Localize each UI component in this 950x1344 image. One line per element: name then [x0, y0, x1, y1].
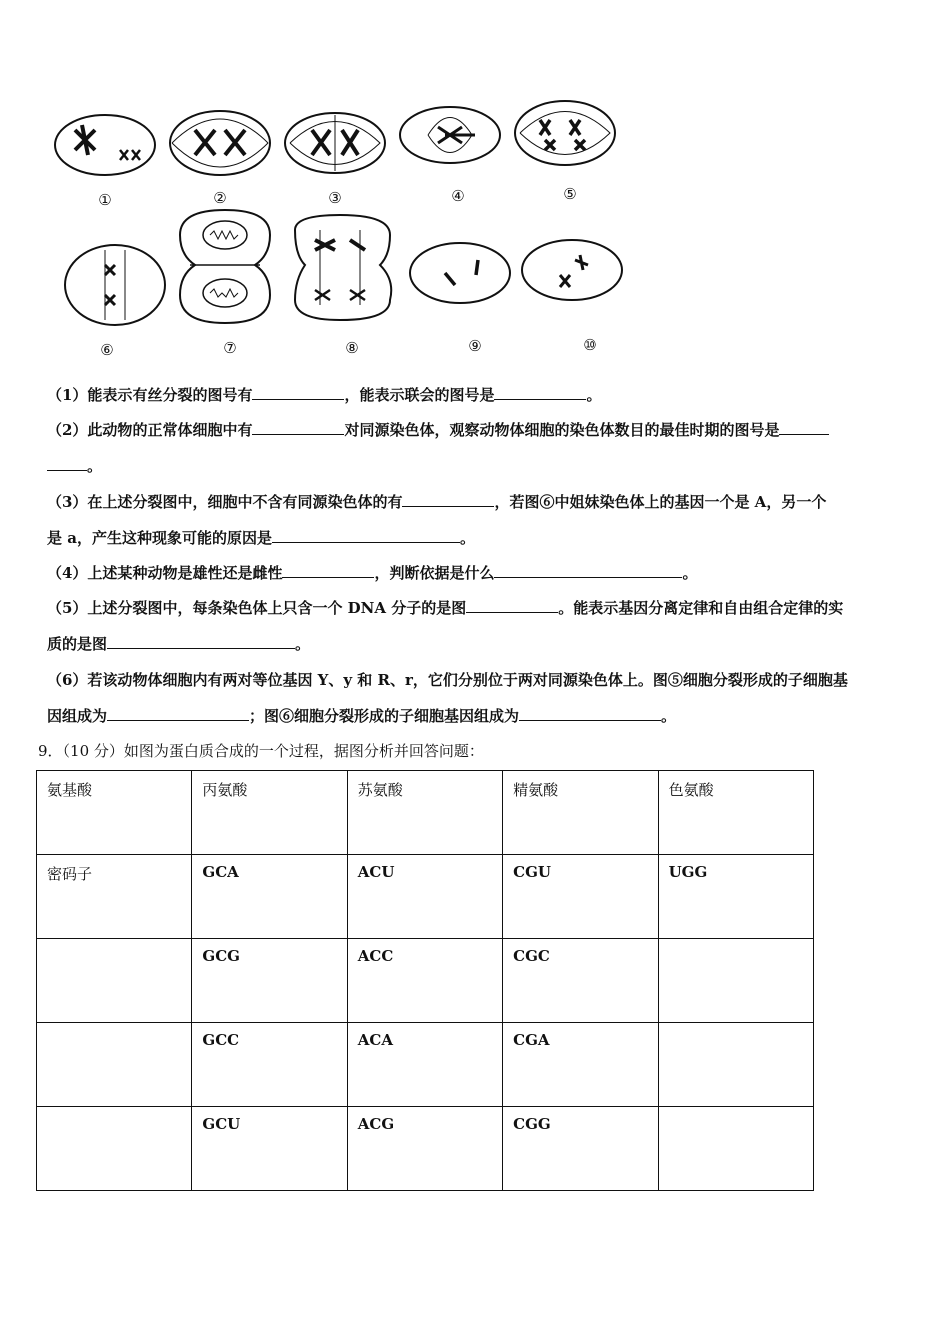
question-2-cont: 。: [47, 456, 102, 476]
figure-label-3: ③: [328, 189, 342, 207]
question-9-heading: 9．（10 分）如图为蛋白质合成的一个过程，据图分析并回答问题：: [38, 742, 484, 760]
question-2: （2）此动物的正常体细胞中有 对同源染色体，观察动物体细胞的染色体数目的最佳时期的图号是: [47, 420, 829, 440]
table-cell: 苏氨酸: [347, 771, 502, 855]
figure-label-1: ①: [98, 191, 112, 209]
table-cell: 丙氨酸: [192, 771, 347, 855]
answer-blank[interactable]: [47, 456, 87, 471]
table-cell: GCC: [192, 1023, 347, 1107]
answer-blank[interactable]: [519, 706, 661, 721]
answer-blank[interactable]: [282, 563, 374, 578]
cell-division-figure: [50, 95, 630, 365]
cell-5: [515, 101, 615, 165]
question-3: （3）在上述分裂图中，细胞中不含有同源染色体的有 ，若图⑥中姐妹染色体上的基因一个是 A，另一个: [47, 493, 827, 511]
cell-7: [180, 210, 270, 323]
figure-label-5: ⑤: [563, 185, 577, 203]
answer-blank[interactable]: [402, 492, 494, 507]
question-3-cont: 是 a，产生这种现象可能的原因是 。: [47, 529, 475, 547]
table-cell: [37, 1023, 192, 1107]
figure-label-6: ⑥: [100, 341, 114, 359]
question-6-cont: 因组成为 ；图⑥细胞分裂形成的子细胞基因组成为 。: [47, 707, 677, 725]
cell-division-drawings: [50, 95, 630, 365]
table-cell: CGG: [503, 1107, 658, 1191]
table-cell: CGC: [503, 939, 658, 1023]
table-cell: UGG: [658, 855, 813, 939]
answer-blank[interactable]: [494, 385, 586, 400]
table-cell: ACU: [347, 855, 502, 939]
table-cell: CGA: [503, 1023, 658, 1107]
question-5-cont: 质的是图 。: [47, 635, 311, 653]
answer-blank[interactable]: [779, 420, 829, 435]
table-cell: GCA: [192, 855, 347, 939]
table-cell: 氨基酸: [37, 771, 192, 855]
table-cell: [658, 939, 813, 1023]
answer-blank[interactable]: [466, 598, 558, 613]
table-cell: 密码子: [37, 855, 192, 939]
answer-blank[interactable]: [107, 634, 295, 649]
table-cell: [658, 1023, 813, 1107]
question-6: （6）若该动物体细胞内有两对等位基因 Y、y 和 R、r，它们分别位于两对同源染色体上。图⑤细胞分裂形成的子细胞基: [47, 671, 848, 689]
cell-9: [410, 243, 510, 303]
figure-label-4: ④: [451, 187, 465, 205]
cell-3: [285, 113, 385, 173]
answer-blank[interactable]: [252, 385, 344, 400]
table-cell: ACA: [347, 1023, 502, 1107]
table-row: [37, 1023, 814, 1107]
table-row: [37, 1107, 814, 1191]
table-cell: GCG: [192, 939, 347, 1023]
answer-blank[interactable]: [252, 420, 344, 435]
table-cell: [37, 939, 192, 1023]
table-row: [37, 855, 814, 939]
table-cell: ACG: [347, 1107, 502, 1191]
answer-blank[interactable]: [272, 528, 460, 543]
cell-8: [295, 215, 391, 320]
question-4: （4）上述某种动物是雄性还是雌性 ，判断依据是什么 。: [47, 564, 698, 582]
table-row: [37, 771, 814, 855]
table-cell: [37, 1107, 192, 1191]
figure-label-10: ⑩: [583, 336, 597, 354]
codon-table: [36, 770, 814, 1191]
figure-label-9: ⑨: [468, 337, 482, 355]
answer-blank[interactable]: [107, 706, 249, 721]
table-cell: CGU: [503, 855, 658, 939]
cell-6: [65, 245, 165, 325]
cell-4: [400, 107, 500, 163]
table-cell: ACC: [347, 939, 502, 1023]
cell-10: [522, 240, 622, 300]
answer-blank[interactable]: [494, 563, 682, 578]
figure-label-8: ⑧: [345, 339, 359, 357]
table-cell: [658, 1107, 813, 1191]
cell-2: [170, 111, 270, 175]
question-5: （5）上述分裂图中，每条染色体上只含一个 DNA 分子的是图 。能表示基因分离定律和自由组合定律的实: [47, 599, 844, 617]
table-cell: GCU: [192, 1107, 347, 1191]
question-1: （1）能表示有丝分裂的图号有 ，能表示联会的图号是 。: [47, 386, 602, 404]
table-cell: 精氨酸: [503, 771, 658, 855]
table-cell: 色氨酸: [658, 771, 813, 855]
cell-1: [55, 115, 155, 175]
figure-label-7: ⑦: [223, 339, 237, 357]
table-row: [37, 939, 814, 1023]
figure-label-2: ②: [213, 189, 227, 207]
